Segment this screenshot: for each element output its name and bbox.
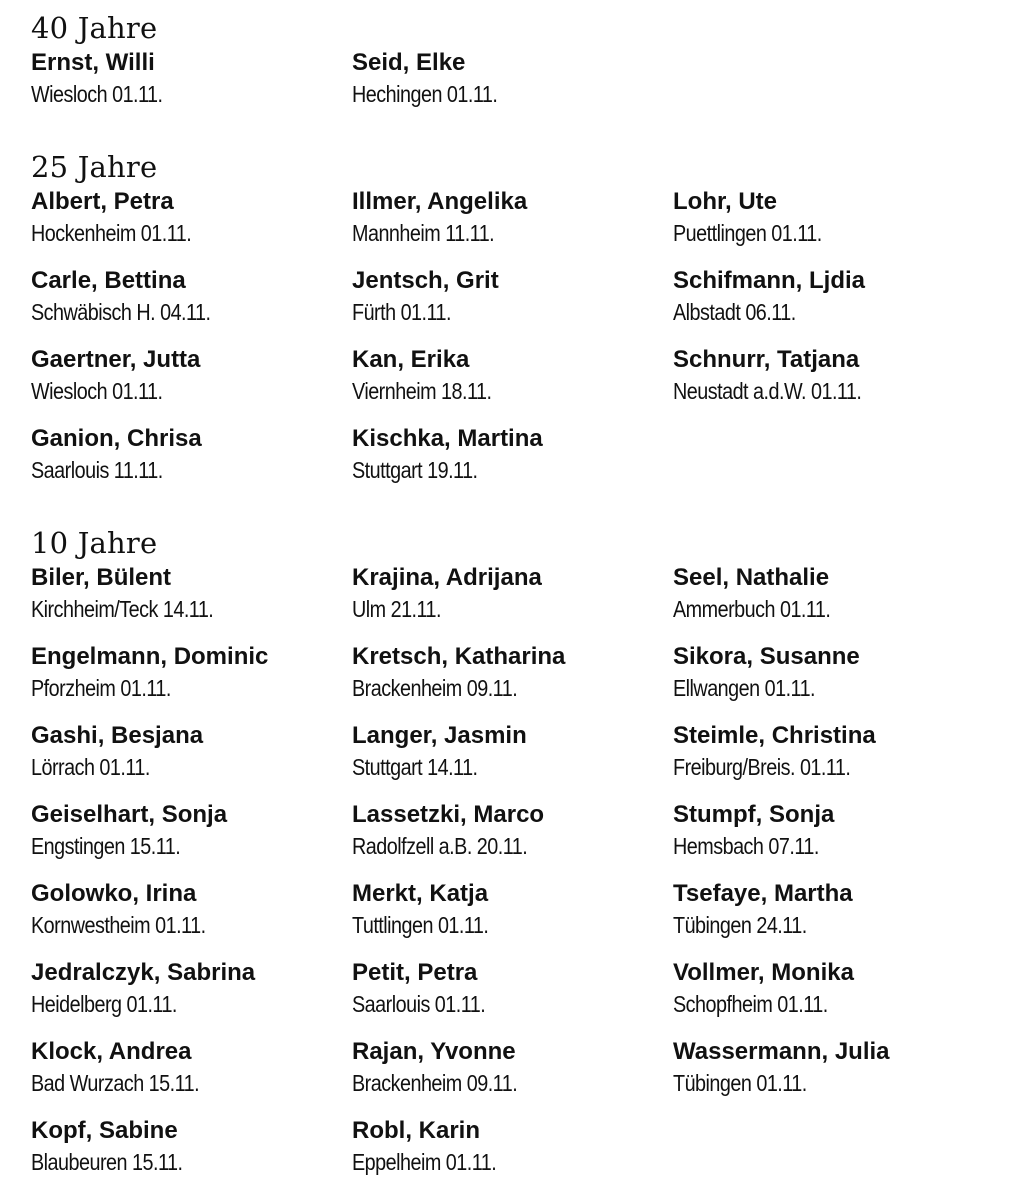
location-date: Ammerbuch 01.11. xyxy=(673,596,831,622)
person-name: Illmer, Angelika xyxy=(352,188,528,215)
person-name: Schifmann, Ljdia xyxy=(673,267,866,294)
person-name: Albert, Petra xyxy=(31,188,174,215)
person-name: Seid, Elke xyxy=(352,49,466,76)
person-name: Schnurr, Tatjana xyxy=(673,346,860,373)
location-date: Brackenheim 09.11. xyxy=(352,675,518,701)
location-date: Hechingen 01.11. xyxy=(352,81,498,107)
person-entry xyxy=(31,187,352,266)
person-entry xyxy=(673,563,994,642)
location-date: Tübingen 01.11. xyxy=(673,1070,807,1096)
person-entry xyxy=(31,879,352,958)
location-date: Viernheim 18.11. xyxy=(352,378,492,404)
location-date: Schwäbisch H. 04.11. xyxy=(31,299,211,325)
location-date: Tuttlingen 01.11. xyxy=(352,912,489,938)
location-date: Engstingen 15.11. xyxy=(31,833,181,859)
location-date: Freiburg/Breis. 01.11. xyxy=(673,754,851,780)
location-date: Kornwestheim 01.11. xyxy=(31,912,206,938)
person-name: Krajina, Adrijana xyxy=(352,564,542,591)
person-name: Tsefaye, Martha xyxy=(673,880,853,907)
person-name: Seel, Nathalie xyxy=(673,564,830,591)
person-name: Kischka, Martina xyxy=(352,425,543,452)
person-name: Engelmann, Dominic xyxy=(31,643,269,670)
location-date: Schopfheim 01.11. xyxy=(673,991,828,1017)
entry-grid xyxy=(31,48,1001,127)
person-name: Langer, Jasmin xyxy=(352,722,527,749)
location-date: Saarlouis 11.11. xyxy=(31,457,163,483)
person-name: Jedralczyk, Sabrina xyxy=(31,959,256,986)
person-name: Sikora, Susanne xyxy=(673,643,860,670)
anniversary-section xyxy=(31,523,1001,1195)
section-heading: 10 Jahre xyxy=(31,526,158,560)
person-entry xyxy=(673,800,994,879)
person-entry xyxy=(31,958,352,1037)
location-date: Heidelberg 01.11. xyxy=(31,991,177,1017)
person-entry xyxy=(673,879,994,958)
person-entry xyxy=(31,800,352,879)
location-date: Bad Wurzach 15.11. xyxy=(31,1070,200,1096)
location-date: Kirchheim/Teck 14.11. xyxy=(31,596,214,622)
person-name: Wassermann, Julia xyxy=(673,1038,890,1065)
person-name: Kan, Erika xyxy=(352,346,470,373)
anniversary-section xyxy=(31,147,1001,503)
person-entry xyxy=(352,266,673,345)
anniversary-list xyxy=(31,8,1001,1195)
person-entry xyxy=(352,563,673,642)
person-name: Stumpf, Sonja xyxy=(673,801,835,828)
location-date: Blaubeuren 15.11. xyxy=(31,1149,183,1175)
person-name: Petit, Petra xyxy=(352,959,478,986)
person-entry xyxy=(673,187,994,266)
person-name: Carle, Bettina xyxy=(31,267,186,294)
location-date: Pforzheim 01.11. xyxy=(31,675,171,701)
location-date: Wiesloch 01.11. xyxy=(31,378,163,404)
person-name: Gaertner, Jutta xyxy=(31,346,201,373)
person-name: Merkt, Katja xyxy=(352,880,489,907)
location-date: Hockenheim 01.11. xyxy=(31,220,192,246)
person-name: Klock, Andrea xyxy=(31,1038,192,1065)
location-date: Wiesloch 01.11. xyxy=(31,81,163,107)
person-name: Steimle, Christina xyxy=(673,722,876,749)
person-name: Kopf, Sabine xyxy=(31,1117,178,1144)
location-date: Saarlouis 01.11. xyxy=(352,991,486,1017)
location-date: Neustadt a.d.W. 01.11. xyxy=(673,378,862,404)
person-name: Kretsch, Katharina xyxy=(352,643,566,670)
person-entry xyxy=(31,345,352,424)
person-entry xyxy=(31,642,352,721)
person-entry xyxy=(31,563,352,642)
location-date: Brackenheim 09.11. xyxy=(352,1070,518,1096)
person-entry xyxy=(352,187,673,266)
person-name: Jentsch, Grit xyxy=(352,267,499,294)
location-date: Stuttgart 19.11. xyxy=(352,457,478,483)
location-date: Lörrach 01.11. xyxy=(31,754,150,780)
location-date: Puettlingen 01.11. xyxy=(673,220,822,246)
location-date: Ellwangen 01.11. xyxy=(673,675,816,701)
location-date: Mannheim 11.11. xyxy=(352,220,495,246)
location-date: Hemsbach 07.11. xyxy=(673,833,819,859)
person-name: Lohr, Ute xyxy=(673,188,778,215)
person-entry xyxy=(31,1037,352,1116)
person-entry xyxy=(352,721,673,800)
person-name: Rajan, Yvonne xyxy=(352,1038,516,1065)
anniversary-section xyxy=(31,8,1001,127)
person-entry xyxy=(352,642,673,721)
person-name: Lassetzki, Marco xyxy=(352,801,545,828)
person-entry xyxy=(352,879,673,958)
location-date: Fürth 01.11. xyxy=(352,299,452,325)
person-name: Vollmer, Monika xyxy=(673,959,854,986)
person-name: Ernst, Willi xyxy=(31,49,155,76)
person-entry xyxy=(352,958,673,1037)
location-date: Eppelheim 01.11. xyxy=(352,1149,497,1175)
person-entry xyxy=(352,424,673,503)
person-entry xyxy=(31,266,352,345)
person-entry xyxy=(31,424,352,503)
person-entry xyxy=(31,721,352,800)
location-date: Ulm 21.11. xyxy=(352,596,442,622)
person-entry xyxy=(673,1037,994,1116)
person-name: Biler, Bülent xyxy=(31,564,172,591)
location-date: Tübingen 24.11. xyxy=(673,912,807,938)
person-entry xyxy=(352,800,673,879)
entry-grid xyxy=(31,563,1001,1195)
location-date: Stuttgart 14.11. xyxy=(352,754,478,780)
person-entry xyxy=(352,1037,673,1116)
person-entry xyxy=(673,345,994,424)
person-entry xyxy=(352,48,673,127)
person-entry xyxy=(352,345,673,424)
person-entry xyxy=(673,642,994,721)
person-entry xyxy=(352,1116,673,1195)
location-date: Radolfzell a.B. 20.11. xyxy=(352,833,528,859)
entry-grid xyxy=(31,187,1001,503)
person-name: Gashi, Besjana xyxy=(31,722,204,749)
section-heading: 25 Jahre xyxy=(31,150,158,184)
person-entry xyxy=(673,266,994,345)
location-date: Albstadt 06.11. xyxy=(673,299,796,325)
person-entry xyxy=(673,958,994,1037)
person-name: Ganion, Chrisa xyxy=(31,425,202,452)
section-heading: 40 Jahre xyxy=(31,11,158,45)
person-name: Golowko, Irina xyxy=(31,880,197,907)
person-entry xyxy=(673,721,994,800)
person-name: Robl, Karin xyxy=(352,1117,481,1144)
person-name: Geiselhart, Sonja xyxy=(31,801,228,828)
person-entry xyxy=(31,1116,352,1195)
person-entry xyxy=(31,48,352,127)
